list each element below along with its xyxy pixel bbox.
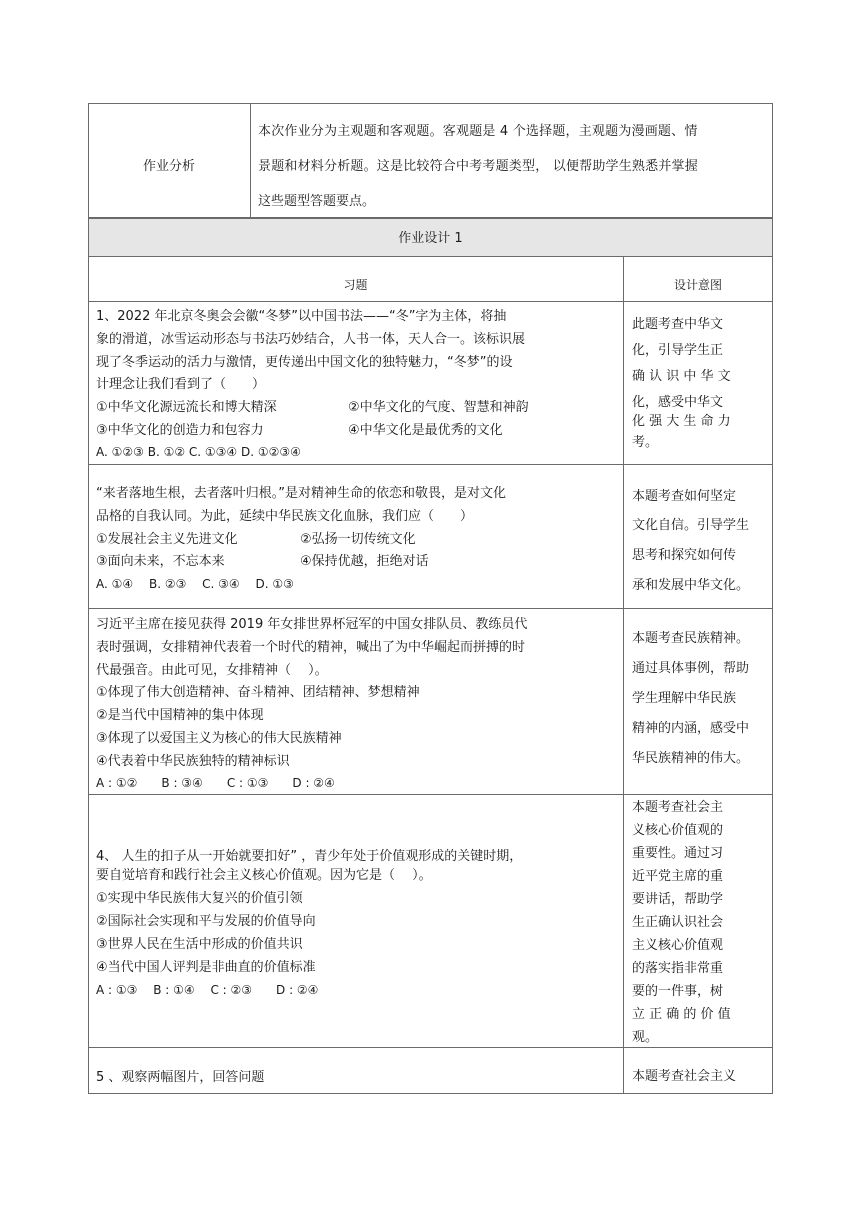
- intent-3-line: 本题考查民族精神。: [632, 631, 750, 646]
- intent-1-line: 化，引导学生正: [632, 343, 724, 358]
- question-4-line: ④当代中国人评判是非曲直的价值标准: [96, 960, 316, 975]
- intent-1-line: 考。: [632, 435, 659, 450]
- question-3-line: 代最强音。由此可见，女排精神（ ）。: [96, 663, 328, 678]
- question-1-answer: A. ①②③ B. ①② C. ①③④ D. ①②③④: [96, 445, 301, 459]
- intent-2-line: 文化自信。引导学生: [632, 518, 750, 533]
- analysis-text-line: 本次作业分为主观题和客观题。客观题是 4 个选择题，主观题为漫画题、情: [258, 124, 698, 139]
- intent-2-line: 承和发展中华文化。: [632, 578, 750, 593]
- intent-3-line: 学生理解中华民族: [632, 691, 737, 706]
- analysis-label: 作业分析: [142, 159, 195, 174]
- question-4-line: ①实现中华民族伟大复兴的价值引领: [96, 891, 303, 906]
- design-title-rule: [88, 256, 773, 257]
- intent-3-line: 华民族精神的伟大。: [632, 751, 750, 766]
- question-1-option: ④中华文化是最优秀的文化: [348, 423, 503, 438]
- question-4-line: 要自觉培育和践行社会主义核心价值观。因为它是（ ）。: [96, 868, 432, 883]
- intent-4-line: 要的一件事，树: [632, 984, 724, 999]
- intent-4-line: 义核心价值观的: [632, 823, 724, 838]
- row-rule: [88, 301, 773, 302]
- analysis-text-line: 景题和材料分析题。这是比较符合中考考题类型， 以便帮助学生熟悉并掌握: [258, 159, 698, 174]
- question-1-option: ①中华文化源远流长和博大精深: [96, 400, 277, 415]
- question-2-line: “来者落地生根，去者落叶归根。”是对精神生命的依恋和敬畏，是对文化: [96, 486, 506, 501]
- intent-1-line: 化，感受中华文: [632, 395, 724, 410]
- question-3-line: ③体现了以爱国主义为核心的伟大民族精神: [96, 731, 342, 746]
- question-1-line: 计理念让我们看到了（ ）: [96, 377, 266, 392]
- intent-5-line: 本题考查社会主义: [632, 1069, 737, 1084]
- question-3-line: 习近平主席在接见获得 2019 年女排世界杯冠军的中国女排队员、教练员代: [96, 617, 528, 632]
- analysis-text-line: 这些题型答题要点。: [258, 194, 376, 209]
- row-rule: [88, 608, 773, 609]
- column-header-exercise: 习题: [343, 278, 368, 292]
- intent-3-line: 精神的内涵，感受中: [632, 721, 750, 736]
- question-4-line: ③世界人民在生活中形成的价值共识: [96, 937, 303, 952]
- question-4-line: 4、 人生的扣子从一开始就要扣好” ，青少年处于价值观形成的关键时期，: [96, 849, 523, 864]
- question-1-option: ③中华文化的创造力和包容力: [96, 423, 264, 438]
- question-3-answer: A : ①② B : ③④ C : ①③ D : ②④: [96, 776, 335, 790]
- question-2-option: ②弘扬一切传统文化: [300, 532, 416, 547]
- analysis-divider: [250, 103, 251, 218]
- design-column-divider: [623, 256, 624, 1094]
- row-rule: [88, 1047, 773, 1048]
- question-4-answer: A : ①③ B : ①④ C : ②③ D : ②④: [96, 983, 319, 997]
- question-2-line: 品格的自我认同。为此，延续中华民族文化血脉，我们应（ ）: [96, 509, 474, 524]
- question-3-line: ②是当代中国精神的集中体现: [96, 708, 264, 723]
- question-1-line: 现了冬季运动的活力与激情，更传递出中国文化的独特魅力，“冬梦”的设: [96, 355, 513, 370]
- question-1-line: 1、2022 年北京冬奥会会徽“冬梦”以中国书法——“冬”字为主体，将抽: [96, 309, 507, 324]
- intent-2-line: 本题考查如何坚定: [632, 489, 737, 504]
- intent-4-line: 近平党主席的重: [632, 869, 724, 884]
- intent-2-line: 思考和探究如何传: [632, 548, 737, 563]
- question-4-line: ②国际社会实现和平与发展的价值导向: [96, 914, 316, 929]
- question-1-option: ②中华文化的气度、智慧和神韵: [348, 400, 529, 415]
- question-1-line: 象的滑道，冰雪运动形态与书法巧妙结合，人书一体，天人合一。该标识展: [96, 332, 526, 347]
- column-header-intent: 设计意图: [673, 278, 722, 292]
- question-2-option: ④保持优越，拒绝对话: [300, 554, 429, 569]
- question-3-line: ①体现了伟大创造精神、奋斗精神、团结精神、梦想精神: [96, 685, 420, 700]
- intent-4-line: 本题考查社会主: [632, 800, 724, 815]
- intent-1-line: 此题考查中华文: [632, 317, 724, 332]
- question-2-option: ①发展社会主义先进文化: [96, 532, 238, 547]
- intent-4-line: 的落实指非常重: [632, 961, 724, 976]
- intent-1-line: 确 认 识 中 华 文: [632, 369, 731, 384]
- intent-4-line: 生正确认识社会: [632, 915, 724, 930]
- intent-4-line: 观。: [632, 1030, 659, 1045]
- design-title: 作业设计 1: [398, 231, 463, 246]
- intent-4-line: 立 正 确 的 价 值: [632, 1007, 731, 1022]
- question-2-answer: A. ①④ B. ②③ C. ③④ D. ①③: [96, 577, 294, 591]
- question-5-line: 5 、观察两幅图片，回答问题: [96, 1070, 265, 1085]
- row-rule: [88, 464, 773, 465]
- intent-4-line: 重要性。通过习: [632, 846, 724, 861]
- intent-4-line: 要讲话，帮助学: [632, 892, 724, 907]
- question-3-line: ④代表着中华民族独特的精神标识: [96, 754, 290, 769]
- intent-3-line: 通过具体事例，帮助: [632, 661, 750, 676]
- question-2-option: ③面向未来，不忘本来: [96, 554, 225, 569]
- question-3-line: 表时强调，女排精神代表着一个时代的精神，喊出了为中华崛起而拼搏的时: [96, 640, 526, 655]
- intent-1-line: 化 强 大 生 命 力: [632, 414, 731, 429]
- intent-4-line: 主义核心价值观: [632, 938, 724, 953]
